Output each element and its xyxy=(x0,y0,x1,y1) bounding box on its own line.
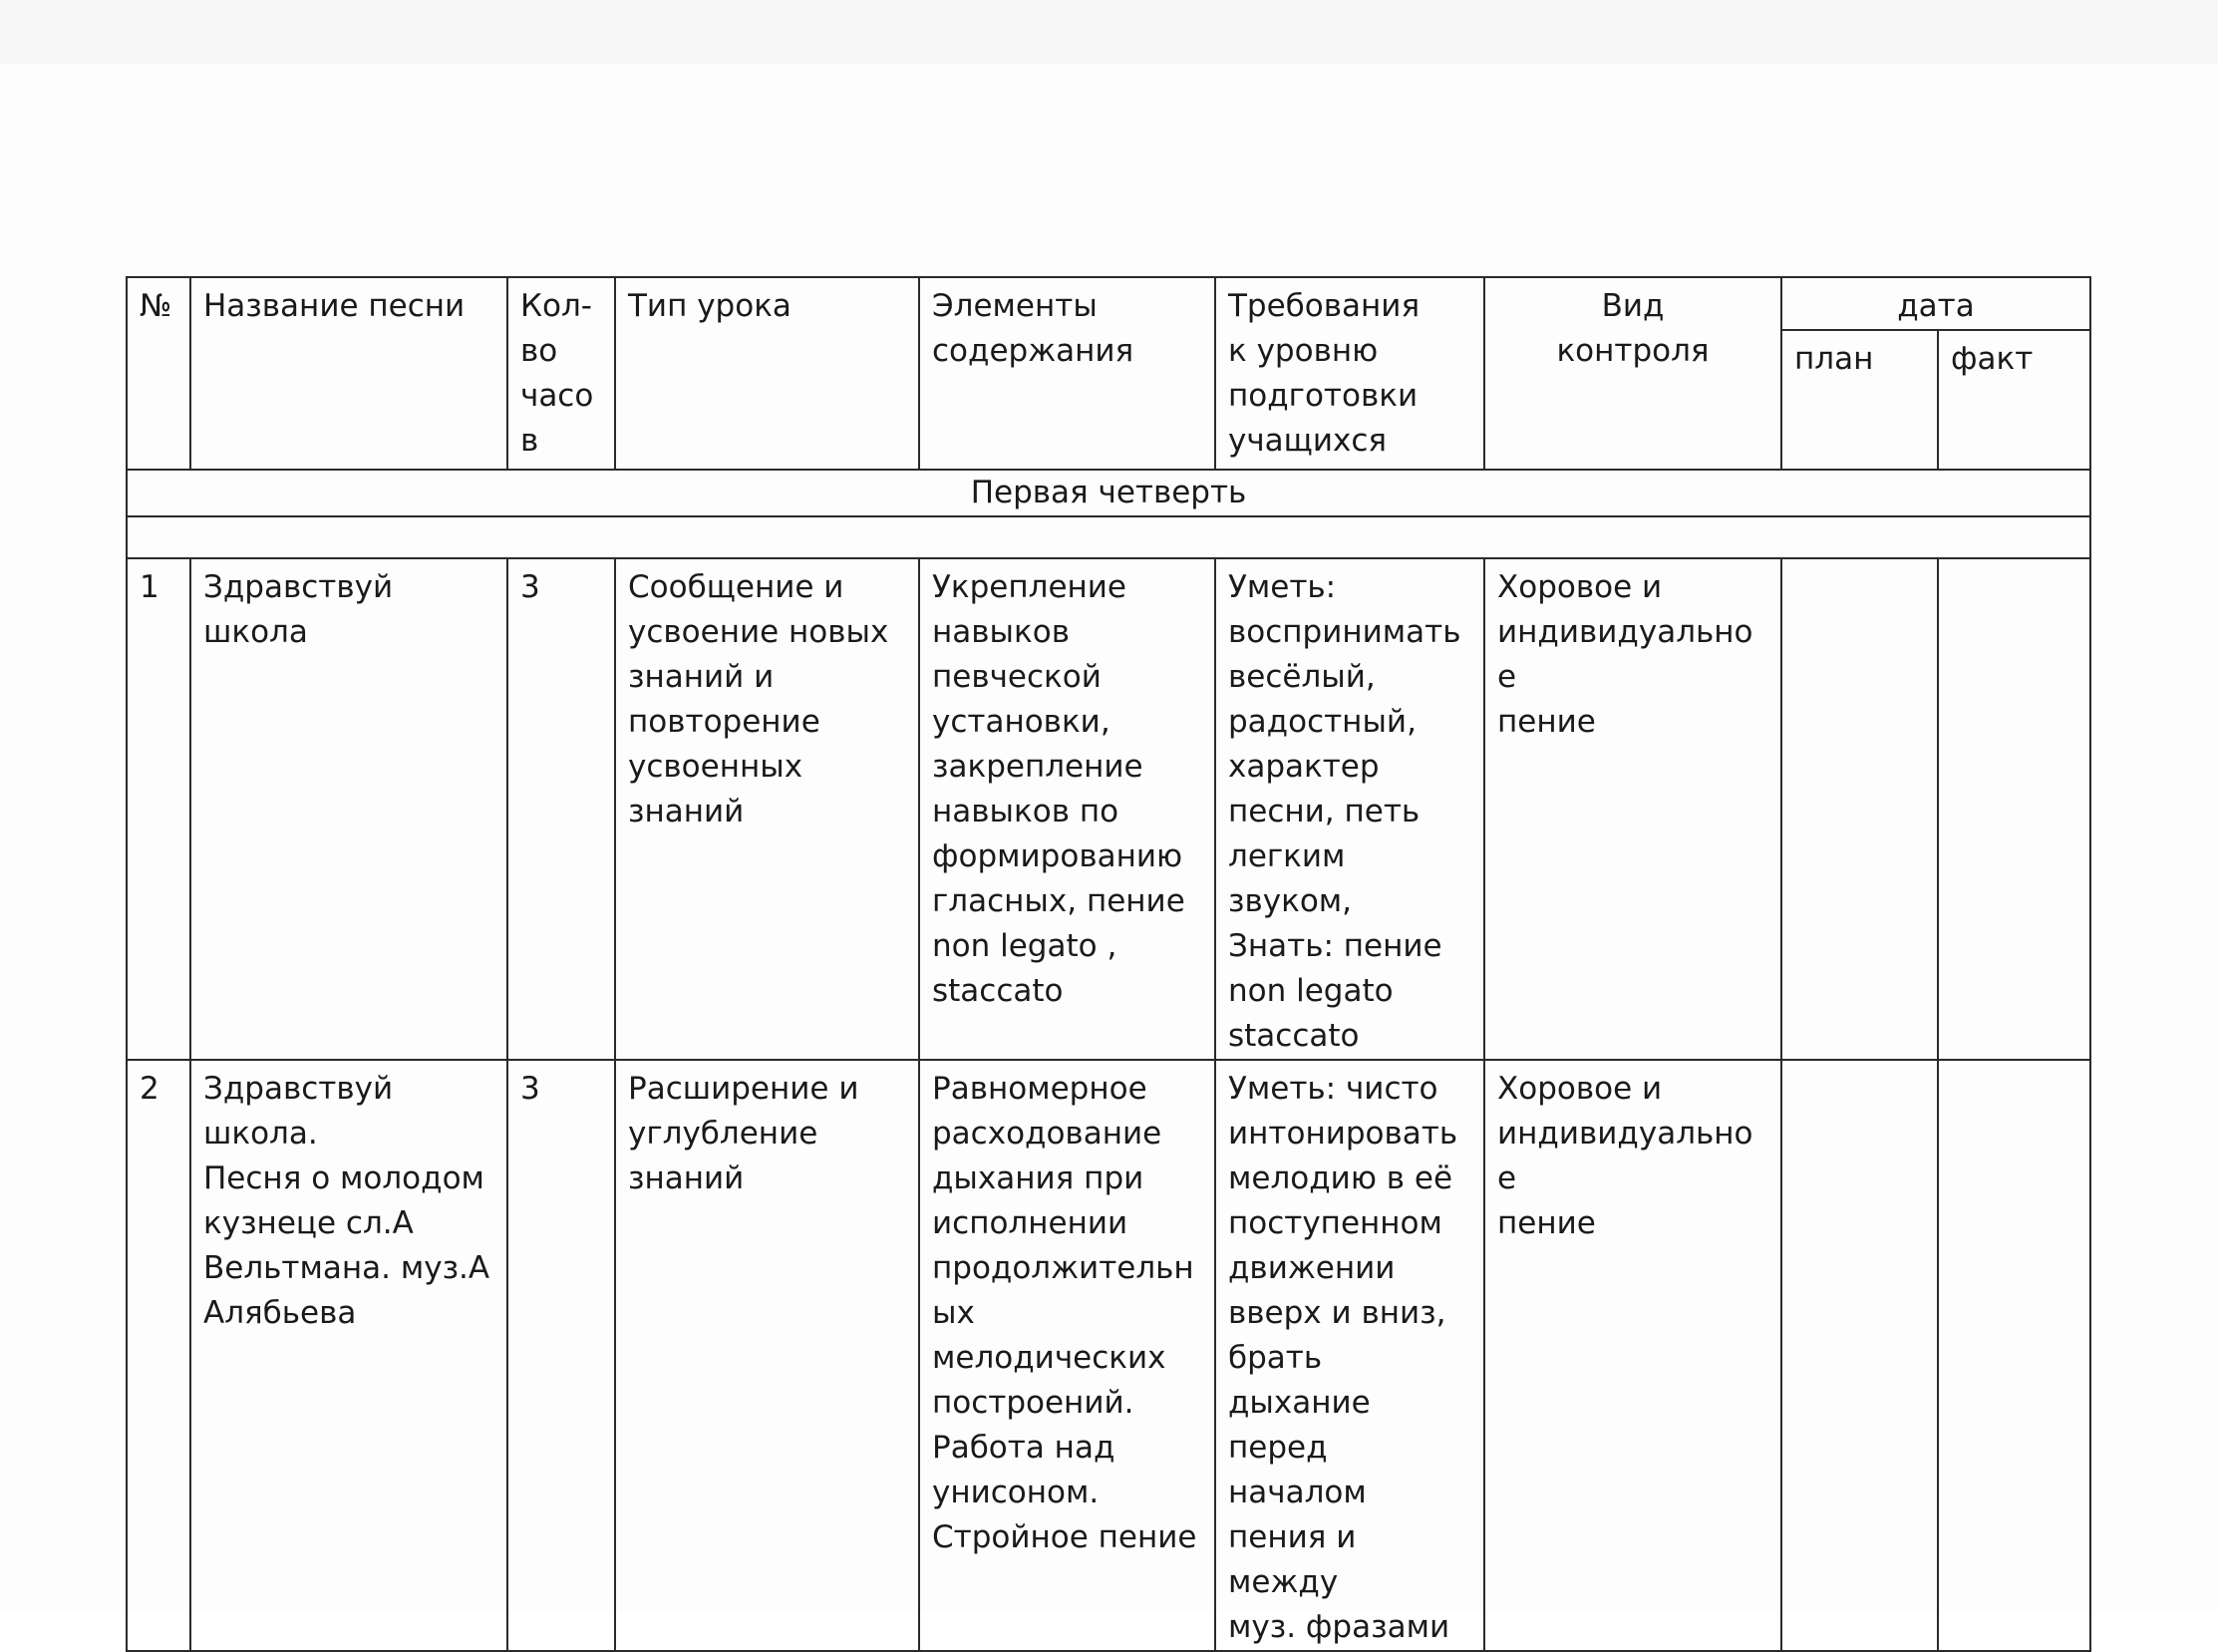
header-hours: Кол- во часо в xyxy=(507,277,615,470)
row-control-type: Хоровое и индивидуальное пение xyxy=(1484,1060,1781,1651)
header-row xyxy=(127,277,2090,330)
header-control-type: Вид контроля xyxy=(1484,277,1781,470)
row-song-title: Здравствуй школа xyxy=(190,558,507,1060)
scan-top-strip xyxy=(0,0,2218,64)
row-num: 1 xyxy=(127,558,190,1060)
row-lesson-type: Расширение и углубление знаний xyxy=(615,1060,919,1651)
row-content-elements: Равномерное расходование дыхания при исполнении продолжительн ых мелодических построений. Работа над унисоном. Стройное пение xyxy=(919,1060,1215,1651)
header-num: № xyxy=(127,277,190,470)
row-content-elements: Укрепление навыков певческой установки, закрепление навыков по формированию гласных, пение non legato , staccato xyxy=(919,558,1215,1060)
lesson-plan-table xyxy=(126,276,2091,1652)
header-plan: план xyxy=(1781,330,1938,470)
row-song-title: Здравствуй школа. Песня о молодом кузнеце сл.А Вельтмана. муз.А Алябьева xyxy=(190,1060,507,1651)
header-requirements: Требования к уровню подготовки учащихся xyxy=(1215,277,1484,470)
row-requirements: Уметь: воспринимать весёлый, радостный, характер песни, петь легким звуком, Знать: пение non legato staccato xyxy=(1215,558,1484,1060)
header-song-title: Название песни xyxy=(190,277,507,470)
blank-cell xyxy=(127,516,2090,558)
row-lesson-type: Сообщение и усвоение новых знаний и повторение усвоенных знаний xyxy=(615,558,919,1060)
row-plan-date xyxy=(1781,558,1938,1060)
quarter-row xyxy=(127,470,2090,516)
row-control-type: Хоровое и индивидуальное пение xyxy=(1484,558,1781,1060)
header-content-elements: Элементы содержания xyxy=(919,277,1215,470)
row-requirements: Уметь: чисто интонировать мелодию в её поступенном движении вверх и вниз, брать дыхание перед началом пения и между муз. фразами xyxy=(1215,1060,1484,1651)
blank-row xyxy=(127,516,2090,558)
table-row xyxy=(127,1060,2090,1651)
row-fact-date xyxy=(1938,558,2090,1060)
table-row xyxy=(127,558,2090,1060)
lesson-plan-sheet xyxy=(126,276,2089,1652)
row-plan-date xyxy=(1781,1060,1938,1651)
row-hours: 3 xyxy=(507,1060,615,1651)
quarter-title: Первая четверть xyxy=(127,470,2090,516)
header-fact: факт xyxy=(1938,330,2090,470)
header-date: дата xyxy=(1781,277,2090,330)
row-fact-date xyxy=(1938,1060,2090,1651)
row-num: 2 xyxy=(127,1060,190,1651)
row-hours: 3 xyxy=(507,558,615,1060)
header-lesson-type: Тип урока xyxy=(615,277,919,470)
